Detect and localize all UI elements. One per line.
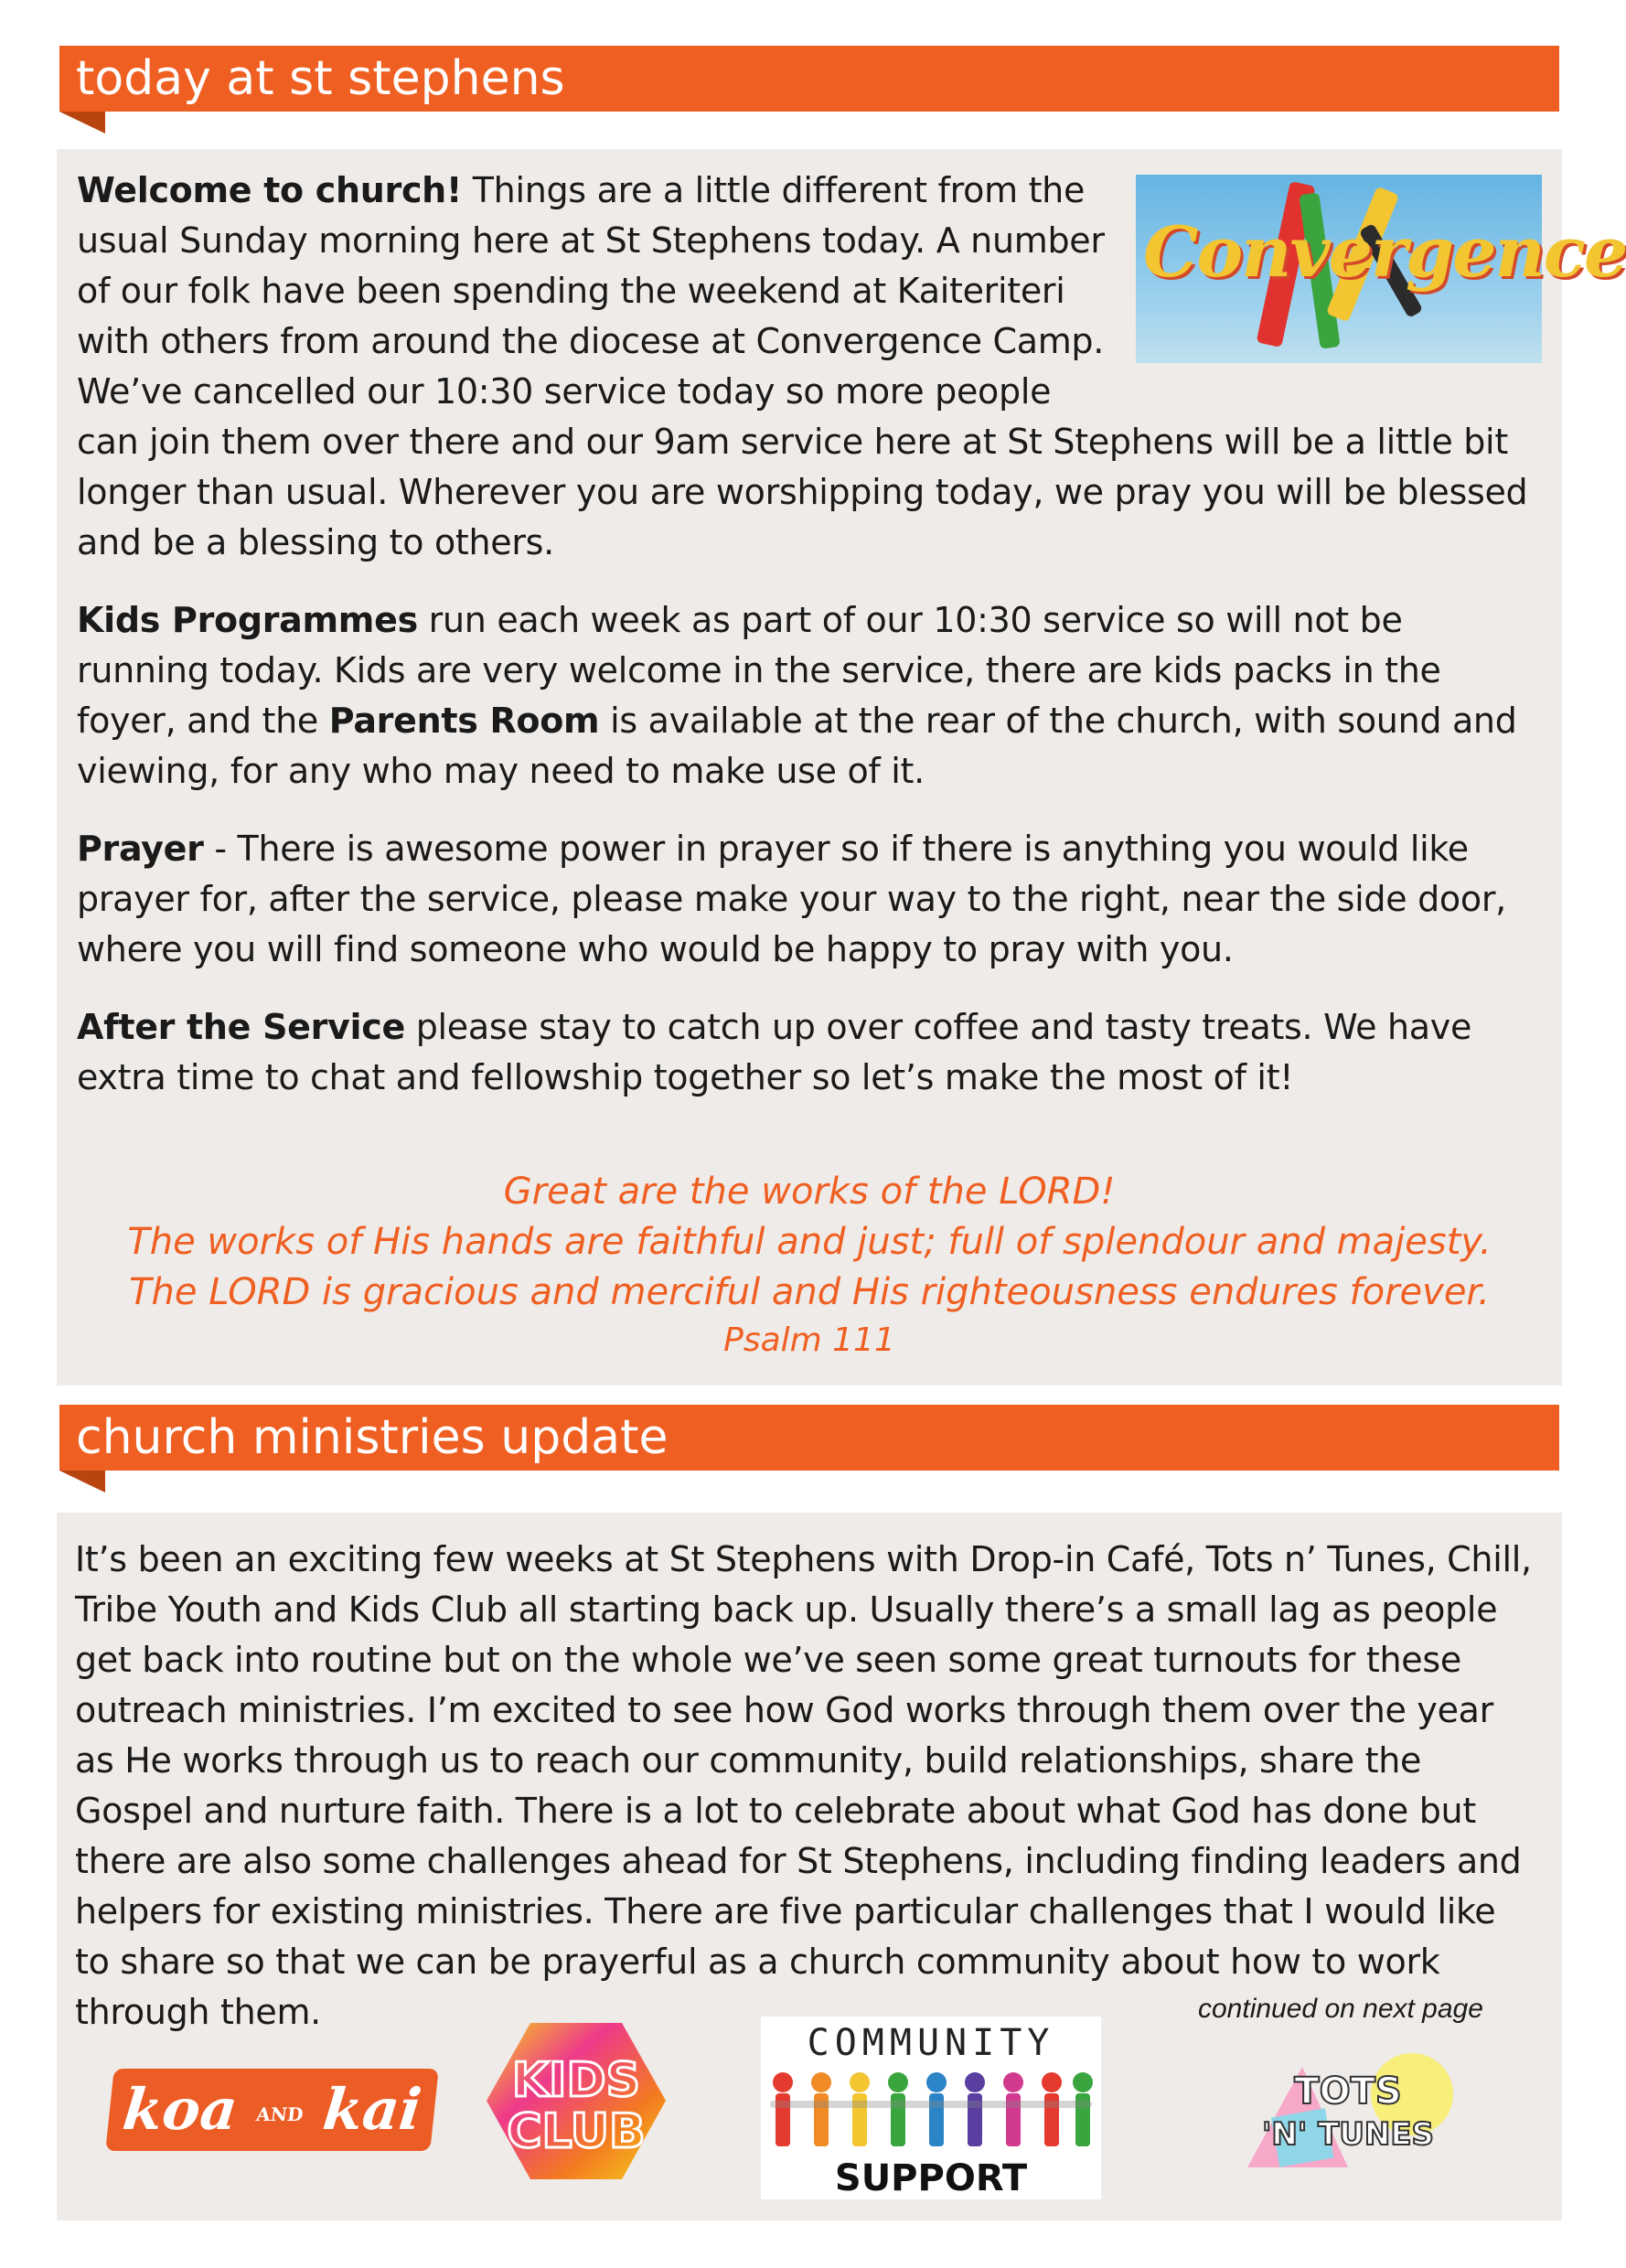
tunes-word: 'N' TUNES [1261,2116,1435,2153]
koa-and-kai-logo [105,2069,438,2151]
today-panel [57,149,1626,1385]
welcome-text: Things are a little different from the usual Sunday morning here at St Stephens today. A number of our folk have been spending the weekend at Kaiteriteri with others from around the diocese at Convergence Camp. We’ve cancelled our 10:30 service today so more people can join them over there and our 9am service here at St Stephens will be a little bit longer than usual. Wherever you are worshipping today, we pray you will be blessed and be a blessing to others. [77,170,1528,562]
prayer-text: - There is awesome power in prayer so if there is anything you would like prayer for, after the service, please make your way to the right, near the side door, where you will find someone who would be happy to pray with you. [77,829,1506,969]
prayer-paragraph [77,824,1542,975]
after-service-heading: After the Service [77,1007,405,1047]
scripture-verse [77,1167,1542,1364]
community-word: COMMUNITY [807,2022,1055,2064]
section-title-today: today at st stephens [59,46,1559,112]
convergence-logo-image [1136,175,1626,363]
kids-heading: Kids Programmes [77,600,418,640]
kids-text-1: run each week as part of our 10:30 service so will not be running today. Kids are very welcome in the service, there are kids packs in the foyer, and the [77,600,1441,741]
section-title-ministries: church ministries update [59,1405,1559,1471]
verse-line-3: The LORD is gracious and merciful and His righteousness endures forever. [129,1271,1490,1313]
kids-club-text-1: KIDS [511,2053,641,2108]
kai-word: kai [319,2076,425,2143]
tots-word: TOTS [1294,2070,1402,2113]
tots-n-tunes-logo [1238,2049,1458,2177]
kids-club-text-2: CLUB [507,2104,646,2159]
after-service-paragraph [77,1002,1542,1103]
kids-club-logo [485,2021,668,2181]
verse-line-1: Great are the works of the LORD! [503,1171,1116,1213]
support-word: SUPPORT [834,2157,1028,2199]
parents-room-heading: Parents Room [328,701,600,741]
ministries-body: It’s been an exciting few weeks at St Stephens with Drop-in Café, Tots n’ Tunes, Chill, Tribe Youth and Kids Club all starting back up. Usually there’s a small lag as people get back into routine but on the whole we’ve seen some great turnouts for these outreach ministries. I’m excited to see how God works through them over the year as He works through us to reach our community, build relationships, share the Gospel and nurture faith. There is a lot to celebrate about what God has done but there are also some challenges ahead for St Stephens, including finding leaders and helpers for existing ministries. There are five particular challenges that I would like to share so that we can be prayerful as a church community about how to work through them. [75,1539,1532,2032]
prayer-heading: Prayer [77,829,204,869]
continued-note: continued on next page [1198,1994,1483,2024]
verse-reference: Psalm 111 [723,1321,895,1359]
convergence-word: Convergence [1143,211,1626,293]
kids-paragraph [77,595,1542,797]
verse-line-2: The works of His hands are faithful and just; full of splendour and majesty. [127,1221,1492,1263]
koa-word: koa [119,2076,241,2143]
welcome-heading: Welcome to church! [77,170,462,210]
people-figures [770,2072,1093,2146]
banner-tail-decoration [59,112,105,134]
banner-tail-decoration-2 [59,1471,105,1492]
kids-text-2: is available at the rear of the church, with sound and viewing, for any who may need to make use of it. [77,701,1517,791]
after-service-text: please stay to catch up over coffee and tasty treats. We have extra time to chat and fellowship together so let’s make the most of it! [77,1007,1472,1097]
community-support-logo [761,2017,1101,2199]
koa-and-word: AND [255,2103,305,2125]
